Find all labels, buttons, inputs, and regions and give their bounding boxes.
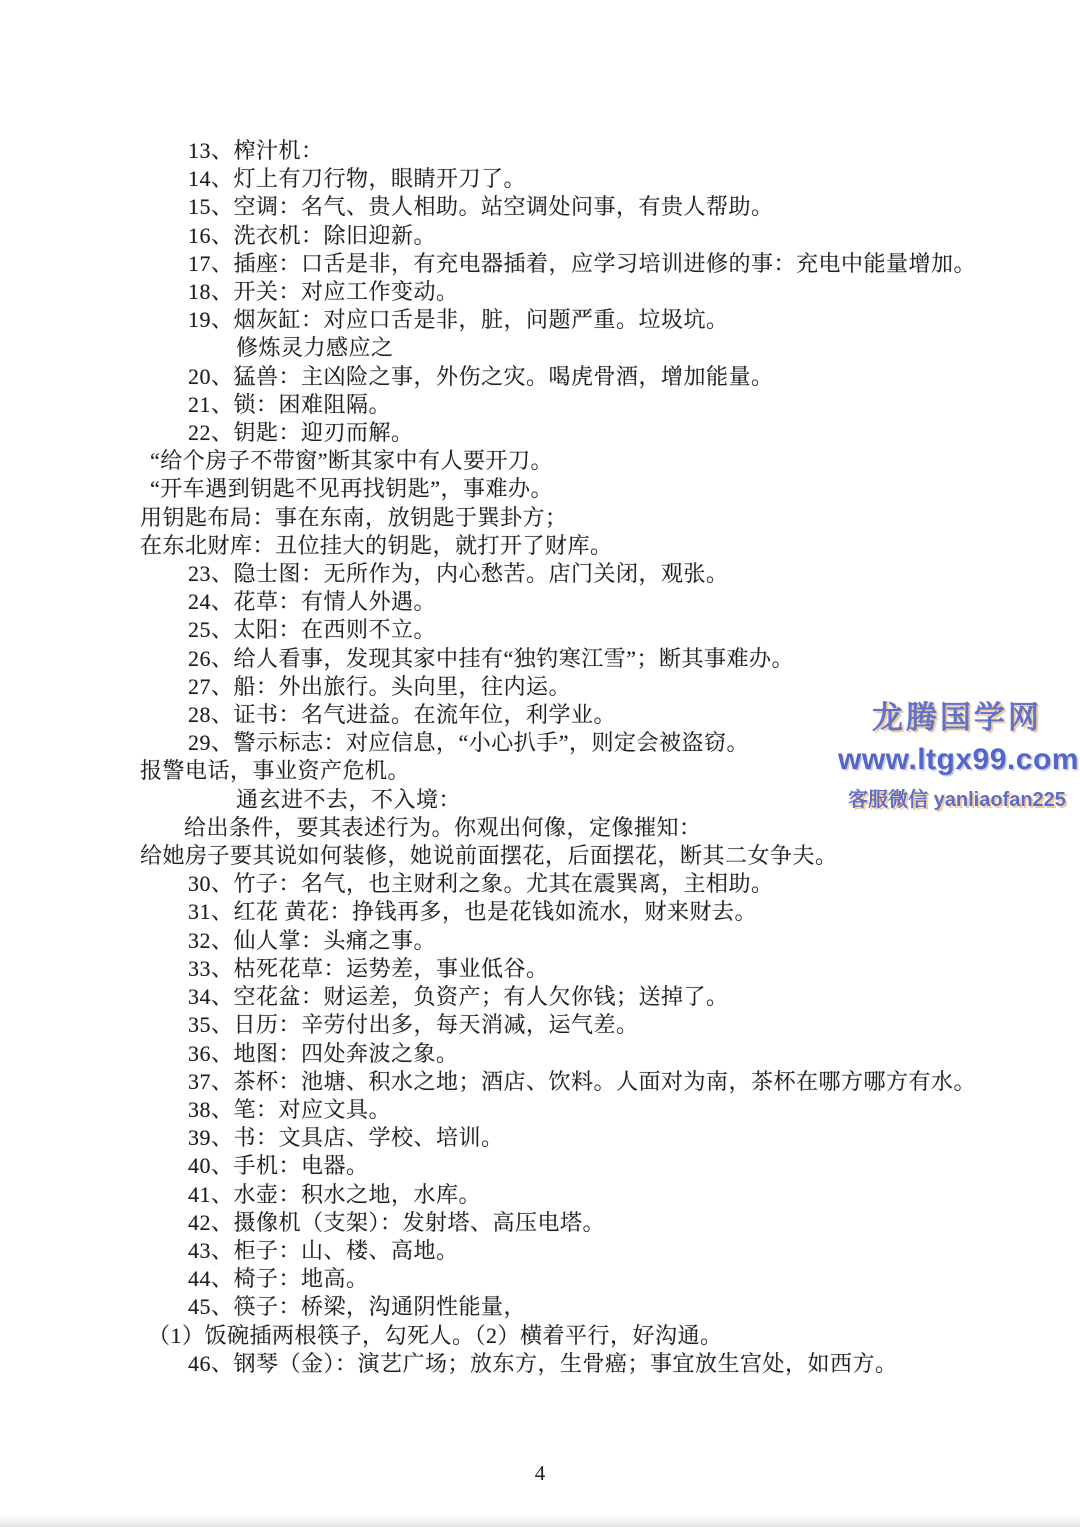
document-lines <box>140 137 985 1378</box>
text-line: 通玄进不去，不入境： <box>236 786 462 812</box>
text-line: 39、书：文具店、学校、培训。 <box>188 1125 504 1151</box>
text-line: （1）饭碗插两根筷子，勾死人。（2）横着平行，好沟通。 <box>148 1322 723 1348</box>
text-line: 用钥匙布局：事在东南，放钥匙于巽卦方； <box>140 504 568 530</box>
text-line: 16、洗衣机：除旧迎新。 <box>188 222 437 248</box>
watermark-site-name: 龙腾国学网 <box>872 700 1042 735</box>
text-line: 27、船：外出旅行。头向里，往内运。 <box>188 673 572 699</box>
text-line: 26、给人看事，发现其家中挂有“独钓寒江雪”；断其事难办。 <box>188 645 795 671</box>
text-line: 18、开关：对应工作变动。 <box>188 279 459 305</box>
text-line: 给她房子要其说如何装修，她说前面摆花，后面摆花，断其二女争夫。 <box>140 843 838 869</box>
text-line: 13、榨汁机： <box>188 138 324 163</box>
text-line: 32、仙人掌：头痛之事。 <box>188 927 437 953</box>
text-line: 43、柜子：山、楼、高地。 <box>188 1237 459 1263</box>
text-line: 24、花草：有情人外遇。 <box>188 589 437 615</box>
text-line: “开车遇到钥匙不见再找钥匙”，事难办。 <box>150 476 554 502</box>
text-line: 29、警示标志：对应信息，“小心扒手”，则定会被盗窃。 <box>188 730 750 756</box>
text-line: 31、红花 黄花：挣钱再多，也是花钱如流水，财来财去。 <box>188 899 758 925</box>
watermark-url: www.ltgx99.com <box>838 743 1079 776</box>
text-line: 36、地图：四处奔波之象。 <box>188 1040 459 1066</box>
text-line: 42、摄像机（支架）：发射塔、高压电塔。 <box>188 1209 606 1235</box>
text-line: 17、插座：口舌是非，有充电器插着，应学习培训进修的事：充电中能量增加。 <box>188 250 977 276</box>
text-line: 20、猛兽：主凶险之事，外伤之灾。喝虎骨酒，增加能量。 <box>188 363 774 389</box>
text-line: 40、手机：电器。 <box>188 1153 369 1179</box>
text-line: 15、空调：名气、贵人相助。站空调处问事，有贵人帮助。 <box>188 194 774 220</box>
text-line: 30、竹子：名气，也主财利之象。尤其在震巽离，主相助。 <box>188 871 774 897</box>
text-line: 41、水壶：积水之地，水库。 <box>188 1181 482 1207</box>
text-line: 报警电话，事业资产危机。 <box>140 758 411 784</box>
text-line: 22、钥匙：迎刃而解。 <box>188 420 414 446</box>
text-line: 给出条件，要其表述行为。你观出何像，定像摧知： <box>184 814 702 840</box>
text-line: 在东北财库：丑位挂大的钥匙，就打开了财库。 <box>140 532 613 558</box>
text-line: 修炼灵力感应之 <box>236 335 394 361</box>
text-line: 35、日历：辛劳付出多，每天消减，运气差。 <box>188 1012 639 1038</box>
text-line: 23、隐士图：无所作为，内心愁苦。店门关闭，观张。 <box>188 561 729 587</box>
text-line: 19、烟灰缸：对应口舌是非，脏，问题严重。垃圾坑。 <box>188 307 729 333</box>
text-line: 45、筷子：桥梁，沟通阴性能量， <box>188 1294 527 1320</box>
text-line: 25、太阳：在西则不立。 <box>188 617 437 643</box>
text-line: 14、灯上有刀行物，眼睛开刀了。 <box>188 166 527 192</box>
text-line: 28、证书：名气进益。在流年位，利学业。 <box>188 702 617 728</box>
text-line: 21、锁：困难阻隔。 <box>188 391 392 417</box>
text-line: 37、茶杯：池塘、积水之地；酒店、饮料。人面对为南，茶杯在哪方哪方有水。 <box>188 1068 977 1094</box>
text-line: 34、空花盆：财运差，负资产；有人欠你钱；送掉了。 <box>188 984 729 1010</box>
text-line: 33、枯死花草：运势差，事业低谷。 <box>188 955 549 981</box>
text-line: “给个房子不带窗”断其家中有人要开刀。 <box>150 448 554 474</box>
page-number: 4 <box>534 1461 546 1485</box>
text-line: 44、椅子：地高。 <box>188 1266 369 1292</box>
text-line: 46、钢琴（金）：演艺广场；放东方，生骨癌；事宜放生宫处，如西方。 <box>188 1350 898 1376</box>
text-line: 38、笔：对应文具。 <box>188 1096 392 1122</box>
scan-bottom-edge <box>0 1515 1080 1527</box>
watermark-contact: 客服微信 yanliaofan225 <box>848 789 1066 811</box>
